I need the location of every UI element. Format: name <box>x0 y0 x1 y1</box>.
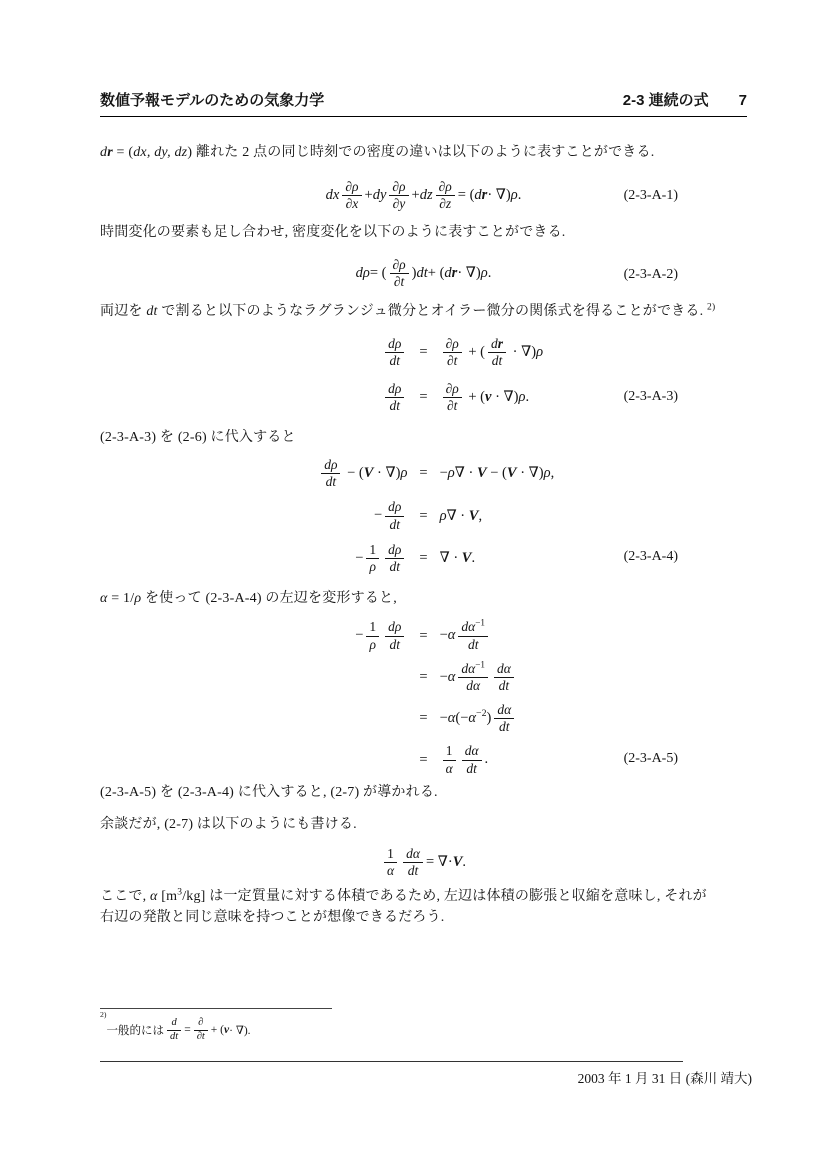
page-header <box>100 89 747 117</box>
paragraph-substitute-2-6: (2-3-A-3) を (2-6) に代入すると <box>100 429 296 445</box>
equation-cell: = <box>419 344 428 361</box>
page-content <box>100 0 747 928</box>
equation-unnumbered <box>100 843 747 881</box>
equation-cell: − $\frac{1}{\rho}$ $\frac{d\rho}{dt}$ <box>355 619 407 652</box>
fraction: $\frac{1}{\rho}$ <box>366 619 379 652</box>
equation-number: (2-3-A-4) <box>623 549 678 565</box>
fraction: $\frac{d\rho}{dt}$ <box>321 457 340 490</box>
equation-cell: $\frac{1}{\alpha}$ $\frac{d\alpha}{dt}$ . <box>440 743 489 776</box>
equation-number: (2-3-A-2) <box>623 266 678 282</box>
fraction: $\frac{d\alpha^{-1}}{d\alpha}$ <box>458 661 488 694</box>
equation-cell: = <box>419 710 428 727</box>
footer-date: 2003 年 1 月 31 日 (森川 靖大) <box>577 1071 752 1086</box>
fraction: $\frac{d\rho}{dt}$ <box>385 499 404 532</box>
equation-cell: $\frac{\partial\rho}{\partial t}$ + (v · ∇)ρ. <box>440 381 530 414</box>
equation-2-3-A-2 <box>100 255 747 293</box>
fraction: $\frac{\partial\rho}{\partial t}$ <box>443 336 462 369</box>
equation-cell: − $\frac{1}{\rho}$ $\frac{d\rho}{dt}$ <box>355 542 407 575</box>
paragraph-aside: 余談だが, (2-7) は以下のようにも書ける. <box>100 817 357 833</box>
fraction: $\frac{d\rho}{dt}$ <box>385 381 404 414</box>
fraction: $\frac{d\alpha}{dt}$ <box>494 661 514 694</box>
header-title: 数値予報モデルのための気象力学 <box>100 92 325 109</box>
equation-2-3-A-5 <box>100 619 747 777</box>
footer-rule <box>100 1061 683 1062</box>
paragraph-intro-dr: dr = (dx, dy, dz) 離れた 2 点の同じ時刻での密度の違いは以下のように表すことができる. <box>100 145 655 160</box>
fraction: $\frac{d}{dt}$ <box>167 1017 181 1043</box>
equation-cell: = <box>419 507 428 524</box>
equation-cell: ρ∇ · V, <box>439 507 483 524</box>
equation-number: (2-3-A-3) <box>623 388 678 404</box>
equation-2-3-A-4 <box>100 457 747 575</box>
equation-cell: ∇ · V. <box>439 549 476 566</box>
equation-line: dx $\frac{\partial\rho}{\partial x}$ + dy $\frac{\partial\rho}{\partial y}$ + dz $\frac{\partial\rho}{\partial z}$ = ( d r · ∇) ρ . <box>325 178 522 211</box>
fraction: $\frac{d\rho}{dt}$ <box>385 619 404 652</box>
equation-2-3-A-3 <box>100 336 747 415</box>
equation-cell: = <box>419 389 428 406</box>
equation-cell: = <box>419 465 428 482</box>
header-page-number: 7 <box>738 92 747 109</box>
fraction: $\frac{\partial\rho}{\partial y}$ <box>389 179 408 212</box>
fraction: $\frac{d\alpha^{-1}}{dt}$ <box>458 619 488 652</box>
equation-line: $\frac{1}{\alpha}$ $\frac{d\alpha}{dt}$ = ∇· V . <box>100 843 747 881</box>
equation-cell: − $\frac{d\rho}{dt}$ <box>374 499 407 532</box>
fraction: $\frac{\partial\rho}{\partial t}$ <box>443 381 462 414</box>
equation-number: (2-3-A-1) <box>623 188 678 204</box>
equation-cell <box>382 336 407 369</box>
paragraph-alpha-transform: α = 1/ρ を使って (2-3-A-4) の左辺を変形すると, <box>100 591 397 607</box>
equation-cell: $\frac{\partial\rho}{\partial t}$ + ( $\frac{dr}{dt}$ · ∇)ρ <box>440 336 543 369</box>
equation-cell: −α $\frac{d\alpha^{-1}}{dt}$ <box>440 619 491 652</box>
equation-line: dρ = ( $\frac{\partial\rho}{\partial t}$ ) dt + ( d r · ∇) ρ . <box>355 256 492 290</box>
fraction: $\frac{d\alpha}{dt}$ <box>403 846 423 879</box>
equation-cell: −α $\frac{d\alpha^{-1}}{d\alpha}$ $\frac{d\alpha}{dt}$ <box>440 661 517 694</box>
fraction: $\frac{\partial\rho}{\partial x}$ <box>342 179 361 212</box>
equation-cell: −ρ∇ · V − (V · ∇)ρ, <box>439 465 555 482</box>
fraction: $\frac{d\alpha}{dt}$ <box>462 743 482 776</box>
footnote <box>100 1008 747 1043</box>
equation-2-3-A-1 <box>100 176 747 214</box>
header-section: 2-3 連続の式 <box>622 92 709 109</box>
fraction: $\frac{\partial\rho}{\partial z}$ <box>436 179 455 212</box>
paragraph-substitute-result: (2-3-A-5) を (2-3-A-4) に代入すると, (2-7) が導かれる. <box>100 784 438 800</box>
page-footer <box>100 1061 752 1087</box>
paragraph-time-variation: 時間変化の要素も足し合わせ, 密度変化を以下のように表すことができる. <box>100 225 566 241</box>
fraction: $\frac{1}{\rho}$ <box>366 542 379 575</box>
equation-cell: = <box>419 668 428 685</box>
equation-number: (2-3-A-5) <box>623 750 678 766</box>
fraction: $\frac{dr}{dt}$ <box>488 336 506 369</box>
equation-cell: = <box>419 627 428 644</box>
equation-cell: = <box>419 751 428 768</box>
footnote-rule <box>100 1008 332 1009</box>
equation-cell: = <box>419 549 428 566</box>
fraction: $\frac{\partial}{\partial t}$ <box>194 1017 208 1043</box>
fraction: $\frac{d\rho}{dt}$ <box>385 336 404 369</box>
fraction: $\frac{d\rho}{dt}$ <box>385 542 404 575</box>
paragraph-lagrange-euler: 両辺を dt で割ると以下のようなラグランジュ微分とオイラー微分の関係式を得ることができる. $^{2)}$ <box>100 301 716 319</box>
equation-cell: $-\alpha(-\alpha^{-2})$ $\frac{d\alpha}{dt}$ <box>440 702 518 735</box>
fraction: $\frac{1}{\alpha}$ <box>384 846 397 879</box>
footnote-text: 2) 一般的には $\frac{d}{dt}$ = $\frac{\partial}{\partial t}$ + ( v · ∇). <box>100 1010 251 1042</box>
fraction: $\frac{\partial\rho}{\partial t}$ <box>390 257 409 290</box>
fraction: $\frac{1}{\alpha}$ <box>443 743 456 776</box>
equation-cell: $\frac{d\rho}{dt}$ − (V · ∇)ρ <box>318 457 407 490</box>
paragraph-volume-interpretation: ここで, α $[m^3/kg]$ は一定質量に対する体積であるため, 左辺は体積の膨張と収縮を意味し, それが 右辺の発散と同じ意味を持つことが想像できるだろう. <box>100 887 707 925</box>
fraction: $\frac{d\alpha}{dt}$ <box>494 702 514 735</box>
equation-cell <box>382 381 407 414</box>
